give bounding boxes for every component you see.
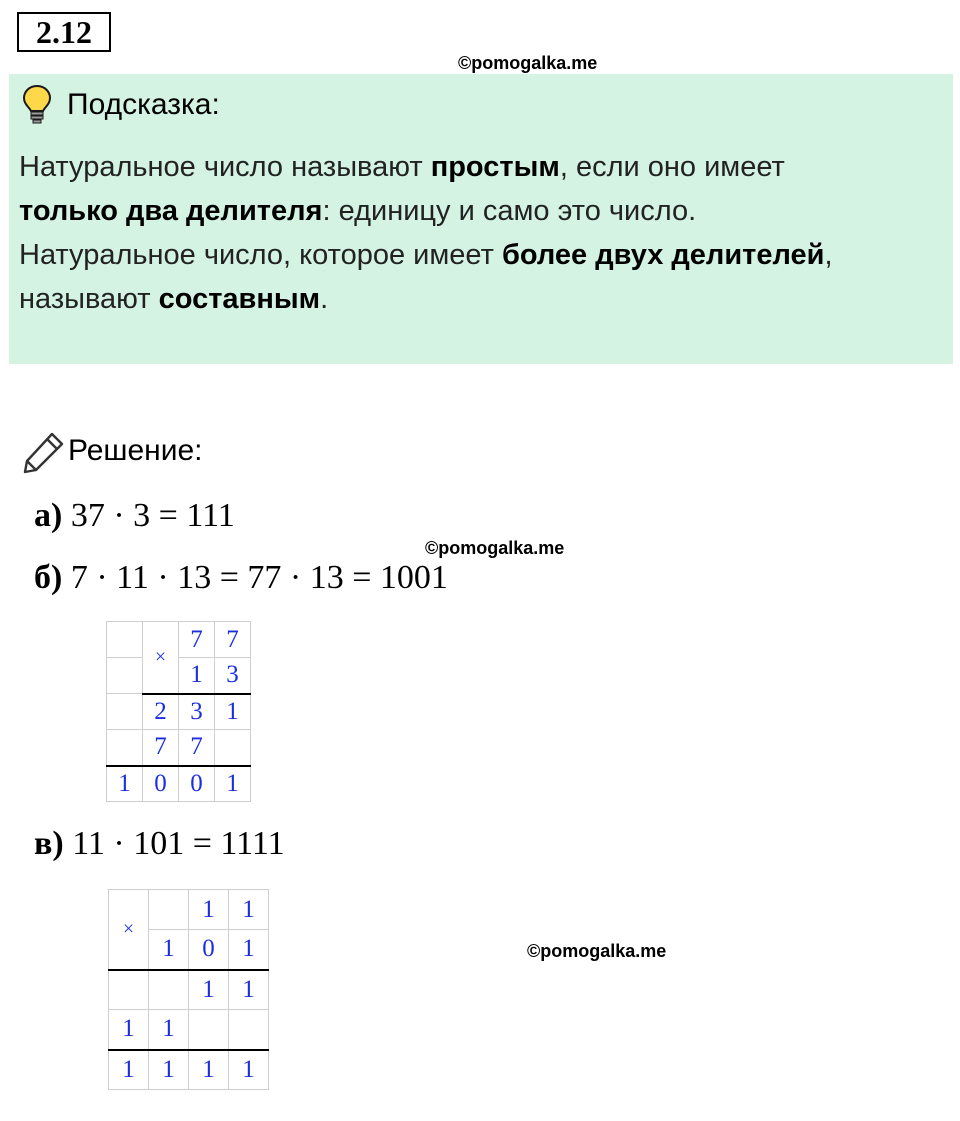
- hint-title: Подсказка:: [67, 88, 220, 121]
- grid-cell: 7: [179, 622, 215, 658]
- watermark: ©pomogalka.me: [527, 941, 667, 961]
- grid-cell: 1: [189, 1050, 229, 1090]
- grid-cell: [149, 970, 189, 1010]
- hint-text: ,: [824, 239, 833, 271]
- hint-text: называют: [19, 283, 159, 315]
- grid-cell: 0: [179, 766, 215, 802]
- multiplication-77x13: [106, 621, 251, 802]
- grid-cell: 1: [149, 930, 189, 970]
- solution-part-a: [34, 497, 235, 535]
- hint-term-composite: составным: [158, 283, 321, 315]
- grid-cell: 0: [189, 930, 229, 970]
- grid-cell: [109, 970, 149, 1010]
- grid-cell: 1: [189, 970, 229, 1010]
- grid-cell: [107, 730, 143, 766]
- grid-cell: 1: [215, 766, 251, 802]
- hint-text: , если оно имеет: [559, 151, 785, 183]
- grid-cell: 3: [179, 694, 215, 730]
- part-expression: 11 · 101 = 1111: [72, 825, 285, 862]
- hint-line-1: [19, 151, 785, 184]
- watermark: ©pomogalka.me: [458, 53, 598, 73]
- multiply-sign: ×: [109, 890, 149, 970]
- hint-term-prime: простым: [430, 151, 560, 183]
- grid-cell: 1: [229, 890, 269, 930]
- grid-cell: 1: [229, 970, 269, 1010]
- grid-cell: [107, 658, 143, 694]
- part-expression: 37 · 3 = 111: [70, 497, 235, 534]
- multiplication-11x101: [108, 889, 269, 1090]
- multiply-sign: ×: [143, 622, 179, 694]
- grid-cell: 7: [215, 622, 251, 658]
- grid-cell: 1: [107, 766, 143, 802]
- grid-cell: 2: [143, 694, 179, 730]
- hint-text: Натуральное число называют: [19, 151, 431, 183]
- lightbulb-icon: [22, 84, 52, 124]
- grid-cell: 1: [149, 1050, 189, 1090]
- grid-cell: 1: [229, 930, 269, 970]
- hint-line-4: [19, 283, 328, 316]
- hint-line-3: [19, 239, 833, 272]
- grid-cell: 1: [229, 1050, 269, 1090]
- part-label: а): [34, 497, 63, 534]
- pencil-icon: [22, 430, 66, 474]
- grid-cell: 1: [149, 1010, 189, 1050]
- hint-text: .: [320, 283, 329, 315]
- hint-term-more-divisors: более двух делителей: [501, 239, 825, 271]
- grid-cell: 1: [179, 658, 215, 694]
- grid-cell: 7: [143, 730, 179, 766]
- grid-cell: [229, 1010, 269, 1050]
- solution-part-b: [34, 559, 448, 597]
- grid-cell: 0: [143, 766, 179, 802]
- hint-line-2: [19, 195, 696, 228]
- grid-cell: 1: [109, 1010, 149, 1050]
- part-label: в): [34, 825, 64, 862]
- watermark: ©pomogalka.me: [425, 538, 565, 558]
- grid-cell: 3: [215, 658, 251, 694]
- grid-cell: 1: [189, 890, 229, 930]
- grid-cell: 1: [215, 694, 251, 730]
- grid-cell: [107, 622, 143, 658]
- solution-part-c: [34, 825, 285, 863]
- grid-cell: 1: [109, 1050, 149, 1090]
- hint-text: Натуральное число, которое имеет: [19, 239, 502, 271]
- solution-title: Решение:: [68, 434, 203, 467]
- task-number: 2.12: [17, 12, 111, 52]
- hint-term-two-divisors: только два делителя: [19, 195, 323, 227]
- grid-cell: [215, 730, 251, 766]
- grid-cell: 7: [179, 730, 215, 766]
- hint-text: : единицу и само это число.: [322, 195, 697, 227]
- grid-cell: [149, 890, 189, 930]
- grid-cell: [189, 1010, 229, 1050]
- grid-cell: [107, 694, 143, 730]
- part-label: б): [34, 559, 63, 596]
- part-expression: 7 · 11 · 13 = 77 · 13 = 1001: [70, 559, 448, 596]
